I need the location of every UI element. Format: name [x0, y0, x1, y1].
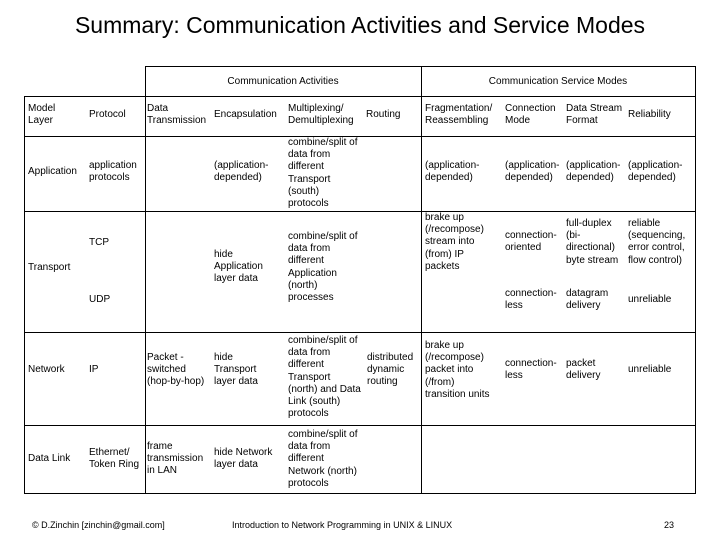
network-fragmentation: brake up (/recompose) packet into (/from) transition units: [425, 340, 490, 400]
column-header-model-layer: Model Layer: [28, 103, 56, 127]
application-reliability: (application- depended): [628, 160, 683, 184]
network-routing: distributed dynamic routing: [367, 352, 414, 388]
transport-layer-label: Transport: [28, 262, 71, 273]
tcp-reliability: reliable (sequencing, error control, flow control): [628, 218, 686, 266]
column-header-reliability: Reliability: [628, 109, 671, 120]
column-header-protocol: Protocol: [89, 109, 126, 120]
network-layer-label: Network: [28, 364, 65, 375]
udp-reliability: unreliable: [628, 294, 672, 305]
column-header-data-transmission: Data Transmission: [147, 103, 207, 127]
datalink-protocol: Ethernet/ Token Ring: [89, 447, 140, 471]
transport-multiplexing: combine/split of data from different Application (north) processes: [288, 231, 358, 304]
network-protocol: IP: [89, 364, 99, 375]
footer-course: Introduction to Network Programming in UNIX & LINUX: [232, 520, 453, 530]
footer-author: © D.Zinchin [zinchin@gmail.com]: [32, 520, 165, 530]
column-header-encapsulation: Encapsulation: [214, 109, 277, 120]
column-header-data-stream-format: Data Stream Format: [566, 103, 623, 127]
application-fragmentation: (application- depended): [425, 160, 480, 184]
transport-encapsulation: hide Application layer data: [214, 249, 263, 285]
tcp-protocol: TCP: [89, 237, 109, 248]
network-data-stream-format: packet delivery: [566, 358, 601, 382]
tcp-data-stream-format: full-duplex (bi- directional) byte stream: [566, 218, 619, 266]
column-header-connection-mode: Connection Mode: [505, 103, 556, 127]
tcp-connection-mode: connection- oriented: [505, 230, 557, 254]
application-multiplexing: combine/split of data from different Transport (south) protocols: [288, 137, 358, 210]
footer-page-number: 23: [664, 520, 675, 530]
udp-connection-mode: connection- less: [505, 288, 557, 312]
column-header-fragmentation: Fragmentation/ Reassembling: [425, 103, 493, 127]
application-encapsulation: (application- depended): [214, 160, 269, 184]
network-encapsulation: hide Transport layer data: [214, 352, 258, 388]
network-connection-mode: connection- less: [505, 358, 557, 382]
page-title: Summary: Communication Activities and Service Modes: [74, 12, 646, 38]
application-connection-mode: (application- depended): [505, 160, 560, 184]
network-multiplexing: combine/split of data from different Transport (north) and Data Link (south) protocols: [288, 335, 361, 420]
datalink-data-transmission: frame transmission in LAN: [147, 441, 204, 477]
application-protocol: application protocols: [89, 160, 137, 184]
column-header-routing: Routing: [366, 109, 401, 120]
transport-fragmentation: brake up (/recompose) stream into (from) IP packets: [425, 212, 484, 272]
column-header-multiplexing: Multiplexing/ Demultiplexing: [288, 103, 354, 127]
network-data-transmission: Packet - switched (hop-by-hop): [147, 352, 205, 388]
datalink-layer-label: Data Link: [28, 453, 71, 464]
datalink-encapsulation: hide Network layer data: [214, 447, 273, 471]
datalink-multiplexing: combine/split of data from different Network (north) protocols: [288, 429, 358, 489]
group-header-service-modes: Communication Service Modes: [488, 76, 628, 87]
application-layer-label: Application: [28, 166, 77, 177]
network-reliability: unreliable: [628, 364, 672, 375]
udp-data-stream-format: datagram delivery: [566, 288, 609, 312]
application-data-stream-format: (application- depended): [566, 160, 621, 184]
group-header-activities: Communication Activities: [227, 76, 339, 87]
udp-protocol: UDP: [89, 294, 111, 305]
